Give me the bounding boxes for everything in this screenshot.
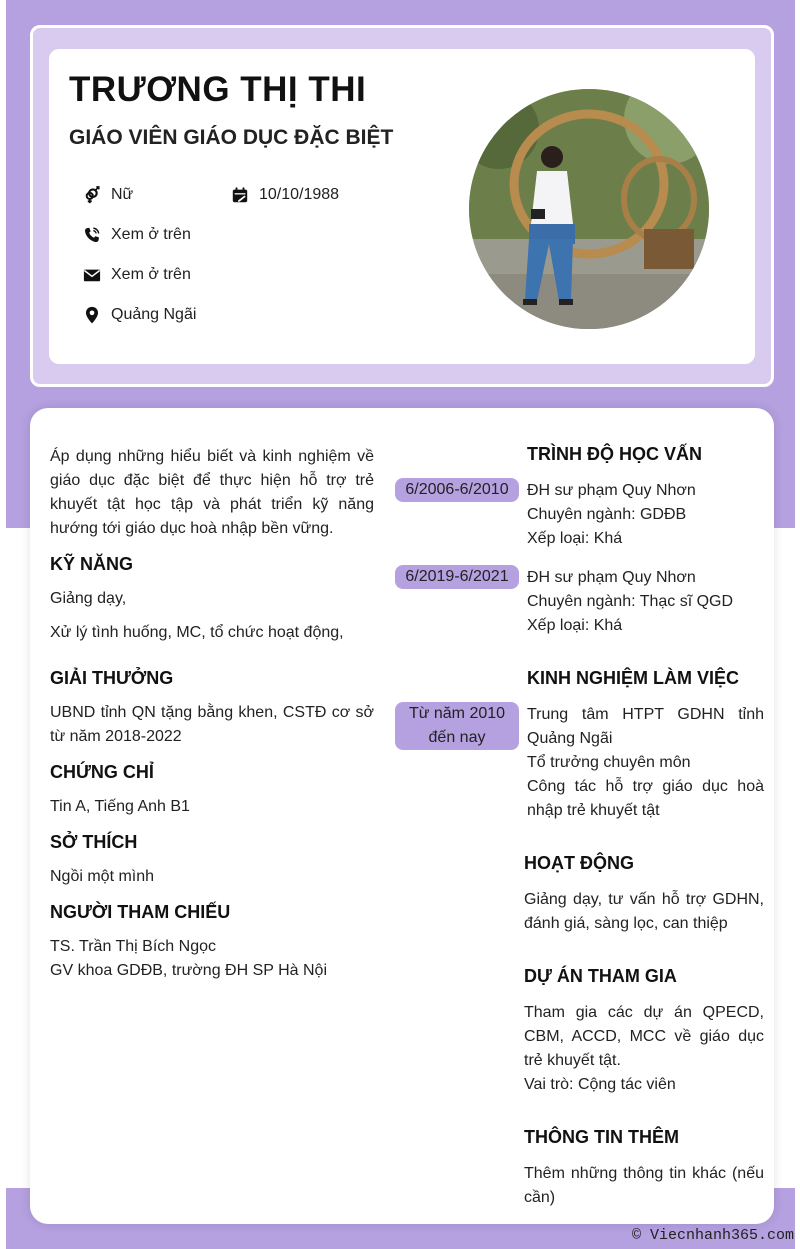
experience-period-pill: Từ năm 2010 đến nay (395, 702, 519, 750)
email-value: Xem ở trên (111, 266, 191, 283)
references-heading: NGƯỜI THAM CHIẾU (50, 902, 231, 922)
phone-info (83, 226, 191, 244)
phone-value: Xem ở trên (111, 226, 191, 243)
education-major: Chuyên ngành: GDĐB (527, 506, 687, 523)
skills-heading: KỸ NĂNG (50, 554, 134, 574)
education-entry (527, 566, 733, 638)
education-entry (527, 479, 696, 551)
education-heading: TRÌNH ĐỘ HỌC VẤN (527, 444, 702, 464)
education-grade: Xếp loại: Khá (527, 617, 623, 634)
skill-item: Giảng dạy, (50, 590, 127, 607)
extra-info-heading: THÔNG TIN THÊM (524, 1127, 679, 1147)
footer-copyright: © Viecnhanh365.com (632, 1227, 795, 1244)
hobbies-heading: SỞ THÍCH (50, 832, 138, 852)
education-period-pill: 6/2006-6/2010 (395, 478, 519, 502)
address-info (83, 306, 196, 324)
birthdate-value: 10/10/1988 (259, 186, 340, 203)
email-icon (83, 266, 101, 284)
job-title: GIÁO VIÊN GIÁO DỤC ĐẶC BIỆT (69, 126, 394, 149)
experience-role: Tổ trưởng chuyên môn (527, 754, 691, 771)
address-value: Quảng Ngãi (111, 306, 197, 323)
email-info (83, 266, 191, 284)
education-period-pill: 6/2019-6/2021 (395, 565, 519, 589)
gender-value: Nữ (111, 186, 134, 203)
certificates-heading: CHỨNG CHỈ (50, 762, 154, 782)
experience-heading: KINH NGHIỆM LÀM VIỆC (527, 668, 740, 688)
education-school: ĐH sư phạm Quy Nhơn (527, 482, 696, 499)
hobbies-text: Ngồi một mình (50, 868, 155, 885)
awards-text: UBND tỉnh QN tặng bằng khen, CSTĐ cơ sở từ năm 2018-2022 (50, 704, 374, 745)
experience-entry (527, 703, 764, 823)
certificates-text: Tin A, Tiếng Anh B1 (50, 798, 190, 815)
projects-text: Tham gia các dự án QPECD, CBM, ACCD, MCC về giáo dục trẻ khuyết tật. (524, 1004, 764, 1069)
career-objective: Áp dụng những hiểu biết và kinh nghiệm về giáo dục đặc biệt để thực hiện hỗ trợ trẻ khuyết tật học tập và phát triển kỹ năng hướng tới giáo dục hoà nhập bền vững. (50, 448, 374, 537)
birthdate-info (231, 186, 339, 204)
activities-text: Giảng dạy, tư vấn hỗ trợ GDHN, đánh giá, sàng lọc, can thiệp (524, 891, 764, 932)
experience-org: Trung tâm HTPT GDHN tỉnh Quảng Ngãi (527, 706, 764, 747)
projects-heading: DỰ ÁN THAM GIA (524, 966, 677, 986)
education-school: ĐH sư phạm Quy Nhơn (527, 569, 696, 586)
activities-heading: HOẠT ĐỘNG (524, 853, 634, 873)
calendar-icon (231, 186, 249, 204)
gender-info (83, 186, 133, 204)
projects-role: Vai trò: Cộng tác viên (524, 1076, 676, 1093)
candidate-name: TRƯƠNG THỊ THI (69, 70, 367, 109)
awards-heading: GIẢI THƯỞNG (50, 668, 174, 688)
profile-photo (469, 89, 709, 329)
extra-info-text: Thêm những thông tin khác (nếu cần) (524, 1165, 764, 1206)
reference-name: TS. Trần Thị Bích Ngọc (50, 938, 216, 955)
gender-icon (83, 186, 101, 204)
location-pin-icon (83, 306, 101, 324)
experience-desc: Công tác hỗ trợ giáo dục hoà nhập trẻ khuyết tật (527, 778, 764, 819)
skill-item: Xử lý tình huống, MC, tổ chức hoạt động, (50, 624, 344, 641)
phone-icon (83, 226, 101, 244)
reference-position: GV khoa GDĐB, trường ĐH SP Hà Nội (50, 962, 327, 979)
education-grade: Xếp loại: Khá (527, 530, 623, 547)
education-major: Chuyên ngành: Thạc sĩ QGD (527, 593, 734, 610)
